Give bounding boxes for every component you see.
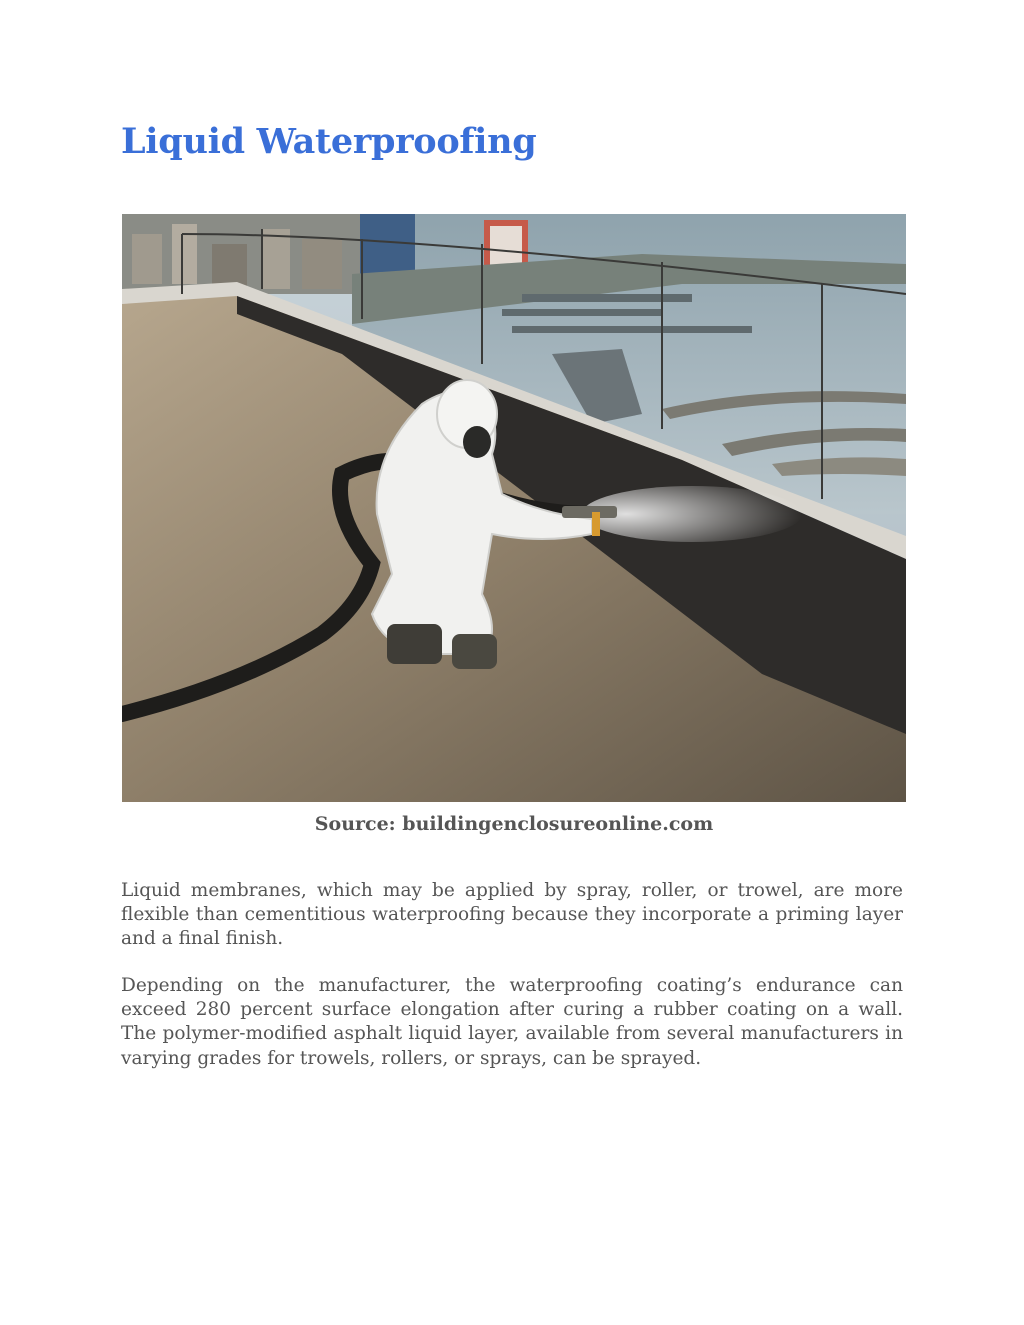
paragraph-coating-endurance: Depending on the manufacturer, the waterproofing coating’s endurance can exceed 280 percent surface elongation after curing a rubber coating on a wall. The polymer-modified asphalt liquid layer, available from several manufacturers in varying grades for trowels, rollers, or sprays, can be sprayed. bbox=[121, 975, 903, 1069]
image-caption: Source: buildingenclosureonline.com bbox=[314, 813, 714, 835]
paragraph-liquid-membranes: Liquid membranes, which may be applied by spray, roller, or trowel, are more flexible than cementitious waterproofing because they incorporate a priming layer and a final finish. bbox=[121, 880, 903, 950]
rooftop-spraying-photo bbox=[122, 214, 906, 802]
page-title: Liquid Waterproofing bbox=[121, 121, 537, 162]
